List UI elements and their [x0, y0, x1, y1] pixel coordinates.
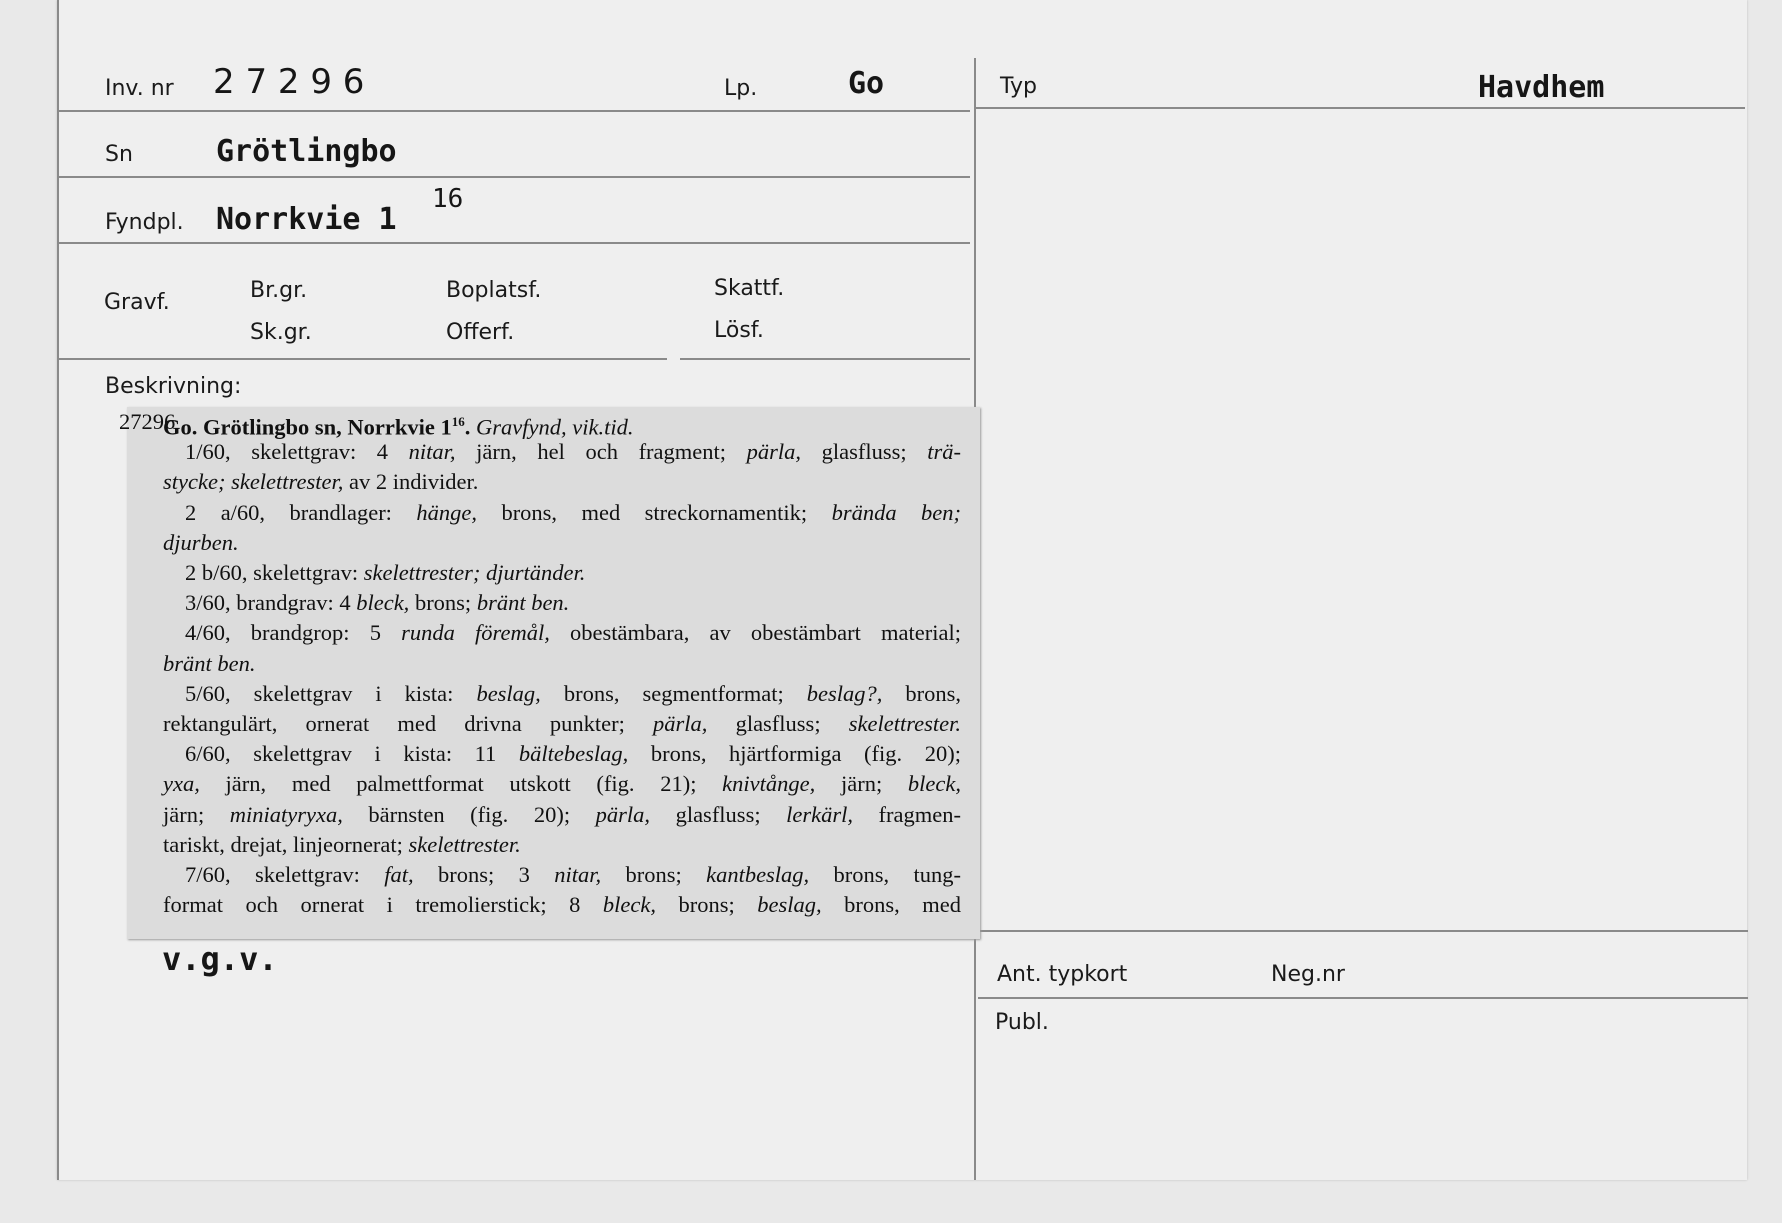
description-text-run: fragmen-	[853, 801, 961, 827]
ant-typkort-label: Ant. typkort	[997, 962, 1128, 987]
publ-label: Publ.	[995, 1010, 1049, 1035]
description-text-run: tariskt, drejat, linjeornerat;	[163, 831, 409, 857]
italic-term: lerkärl,	[786, 801, 853, 827]
italic-term: skelettrester; djurtänder.	[363, 560, 586, 585]
description-text-run: glasfluss;	[801, 439, 928, 465]
description-line	[185, 558, 961, 588]
description-line	[185, 739, 961, 769]
description-heading-italic: Gravfynd, vik.tid.	[476, 414, 634, 440]
description-text-run: bärnsten (fig. 20);	[342, 801, 596, 827]
italic-term: bränt ben.	[476, 590, 570, 616]
description-text-run: brons;	[601, 862, 707, 887]
description-line	[185, 679, 961, 709]
fyndpl-value: Norrkvie 1	[216, 202, 397, 237]
description-line	[163, 467, 961, 497]
italic-term: fat,	[384, 862, 414, 887]
description-line	[163, 830, 961, 860]
description-text-run: järn, hel och fragment;	[455, 439, 747, 465]
italic-term: pärla,	[653, 711, 708, 736]
italic-term: miniatyryxa,	[229, 801, 343, 827]
fyndpl-label: Fyndpl.	[105, 210, 184, 235]
italic-term: bleck,	[356, 590, 410, 616]
description-text-run: glasfluss;	[707, 711, 849, 736]
italic-term: nitar,	[408, 439, 456, 465]
description-text-run: obestämbara, av obestämbart material;	[549, 620, 961, 646]
skgr-label: Sk.gr.	[250, 320, 312, 345]
description-line	[163, 769, 961, 799]
brgr-label: Br.gr.	[250, 278, 308, 303]
description-heading-main: Go. Grötlingbo sn, Norrkvie 1	[163, 414, 452, 440]
rule-sn	[57, 176, 970, 178]
description-line	[163, 649, 961, 679]
lp-value: Go	[848, 66, 885, 101]
typ-label: Typ	[1000, 74, 1037, 99]
description-text-run: 2 b/60, skelettgrav:	[185, 560, 364, 585]
description-text-run: 7/60, skelettgrav:	[185, 862, 385, 887]
description-line	[185, 498, 961, 528]
rule-vertical-left	[57, 0, 59, 1180]
description-heading-sup: 16	[451, 414, 465, 429]
description-text-run: 4/60, brandgrop: 5	[185, 620, 402, 646]
inv-nr-label: Inv. nr	[105, 76, 174, 101]
offerf-label: Offerf.	[446, 320, 515, 345]
italic-term: skelettrester.	[848, 711, 961, 736]
italic-term: beslag,	[757, 892, 822, 918]
italic-term: bränt ben.	[163, 650, 256, 676]
italic-term: kantbeslag,	[706, 862, 810, 887]
description-line	[163, 709, 961, 739]
description-heading-end: .	[464, 414, 471, 440]
negnr-label: Neg.nr	[1271, 962, 1345, 987]
losf-label: Lösf.	[714, 318, 764, 343]
italic-term: bleck,	[907, 771, 961, 797]
italic-term: pärla,	[746, 439, 802, 465]
description-line	[185, 618, 961, 648]
description-text-run: brons, med	[821, 892, 962, 918]
italic-term: runda föremål,	[401, 620, 550, 646]
description-text-run: brons, tung-	[809, 862, 962, 887]
description-text-run: av 2 individer.	[343, 469, 479, 495]
description-line	[163, 890, 961, 920]
description-text-run: brons,	[882, 680, 961, 706]
rule-top-left	[57, 110, 970, 112]
rule-ant-typkort	[978, 930, 1748, 932]
description-text-run: järn;	[815, 771, 908, 797]
description-text-run: brons, hjärtformiga (fig. 20);	[628, 741, 961, 767]
italic-term: beslag,	[476, 680, 541, 706]
description-line	[185, 588, 961, 618]
description-line	[163, 528, 961, 558]
description-text-run: format och ornerat i tremolierstick; 8	[163, 892, 603, 918]
description-text-run: 2 a/60, brandlager:	[185, 499, 417, 525]
rule-publ	[978, 997, 1748, 999]
italic-term: trä-	[927, 439, 961, 465]
gravf-label: Gravf.	[104, 290, 170, 315]
rule-top-right	[975, 107, 1745, 109]
description-slip	[119, 407, 980, 939]
typ-value: Havdhem	[1478, 70, 1605, 105]
description-text-run: järn, med palmettformat utskott (fig. 21);	[199, 771, 723, 797]
description-text-run: brons;	[409, 590, 477, 616]
italic-term: nitar,	[554, 862, 602, 887]
italic-term: skelettrester.	[408, 831, 521, 857]
vgv-note: v.g.v.	[162, 940, 278, 978]
fyndpl-superscript: 16	[432, 184, 464, 214]
beskrivning-label: Beskrivning:	[105, 374, 242, 399]
italic-term: brända ben;	[831, 499, 961, 525]
description-inv-number: 27296	[119, 409, 176, 434]
italic-term: hänge,	[416, 499, 477, 525]
italic-term: djurben.	[163, 529, 239, 555]
italic-term: pärla,	[595, 801, 651, 827]
description-text-run: glasfluss;	[650, 801, 787, 827]
sn-label: Sn	[105, 142, 133, 167]
italic-term: stycke; skelettrester,	[163, 469, 344, 495]
description-text-run: brons, med streckornamentik;	[477, 499, 832, 525]
rule-fyndpl	[57, 242, 970, 244]
description-line	[185, 860, 961, 890]
italic-term: bleck,	[602, 892, 656, 918]
description-text-run: 1/60, skelettgrav: 4	[185, 439, 409, 465]
description-text-run: 3/60, brandgrav: 4	[185, 590, 357, 616]
lp-label: Lp.	[724, 76, 758, 101]
description-text-run: rektangulärt, ornerat med drivna punkter;	[163, 711, 654, 736]
rule-gravf-left	[57, 358, 667, 360]
description-line	[163, 800, 961, 830]
italic-term: knivtånge,	[722, 771, 816, 797]
boplatsf-label: Boplatsf.	[446, 278, 542, 303]
description-text-run: 5/60, skelettgrav i kista:	[185, 680, 477, 706]
rule-gravf-right	[680, 358, 970, 360]
description-text-run: järn;	[163, 801, 230, 827]
italic-term: bältebeslag,	[518, 741, 629, 767]
italic-term: beslag?,	[806, 680, 883, 706]
description-text-run: brons, segmentformat;	[540, 680, 807, 706]
inv-nr-value: 2 7 2 9 6	[213, 62, 365, 102]
description-text-run: brons; 3	[413, 862, 555, 887]
skattf-label: Skattf.	[714, 276, 785, 301]
italic-term: yxa,	[163, 771, 200, 797]
description-text-run: 6/60, skelettgrav i kista: 11	[185, 741, 519, 767]
sn-value: Grötlingbo	[216, 134, 397, 169]
description-line	[185, 437, 961, 467]
description-text-run: brons;	[656, 892, 758, 918]
